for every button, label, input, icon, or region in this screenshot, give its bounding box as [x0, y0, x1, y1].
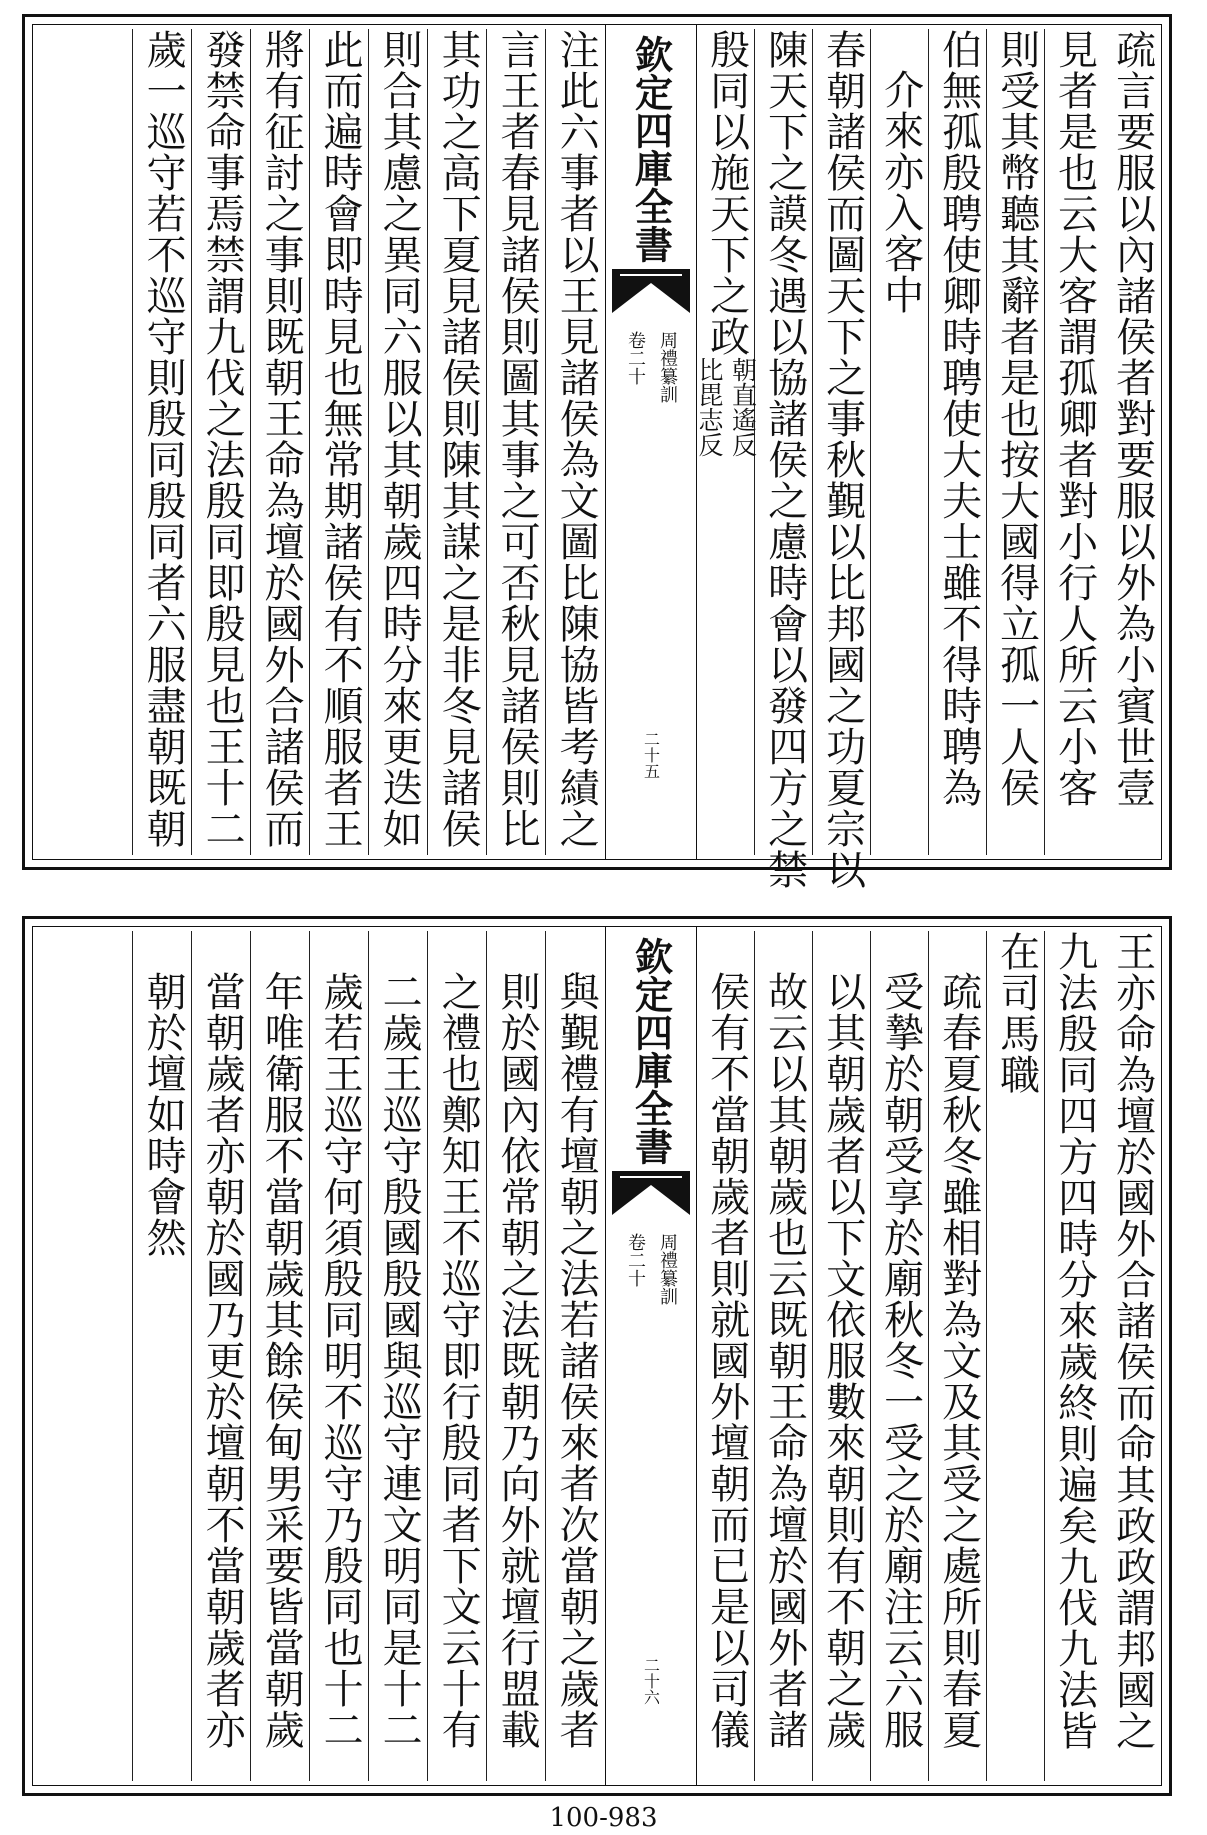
- text-column: 之禮也鄭知王不巡守即行殷同者下文云十有: [427, 931, 487, 1781]
- folio-number: 二十六: [641, 1657, 661, 1705]
- text-column: 其功之高下夏見諸侯則陳其謀之是非冬見諸侯: [427, 29, 487, 855]
- page-reference: 100-983: [549, 1803, 658, 1833]
- page-gutter: [605, 927, 697, 1785]
- top-page-frame: [32, 24, 1162, 890]
- folio-number: 二十五: [641, 731, 661, 779]
- text-column: 發禁命事焉禁謂九伐之法殷同即殷見也王十二: [191, 29, 251, 855]
- volume-number: 卷二十: [625, 1233, 646, 1287]
- text-column: 伯無孤殷聘使卿時聘使大夫士雖不得時聘為: [928, 29, 987, 855]
- text-column: 當朝歲者亦朝於國乃更於壇朝不當朝歲者亦: [191, 931, 251, 1781]
- library-title: 欽定四庫全書: [628, 937, 674, 1165]
- text-column: 在司馬職: [986, 931, 1045, 1781]
- text-column: 介來亦入客中: [870, 29, 929, 855]
- text-column: 受摯於朝受享於廟秋冬一受之於廟注云六服: [870, 931, 929, 1781]
- bottom-page-frame: [32, 926, 1162, 1786]
- library-title: 欽定四庫全書: [628, 35, 674, 263]
- text-column: 疏言要服以內諸侯者對要服以外為小賓世壹: [1109, 29, 1156, 808]
- book-title: 周禮纂訓: [657, 331, 678, 403]
- volume-number: 卷二十: [625, 331, 646, 385]
- text-column: 此而遍時會即時見也無常期諸侯有不順服者王: [309, 29, 369, 855]
- top-page: [22, 14, 1172, 890]
- book-meta: [622, 331, 680, 403]
- text-column: 九法殷同四方四時分來歲終則遍矣九伐九法皆: [1044, 931, 1103, 1781]
- fish-tail-mark-icon: [612, 269, 690, 313]
- text-column: 年唯衛服不當朝歲其餘侯甸男采要皆當朝歲: [250, 931, 310, 1781]
- text-column: 陳天下之謨冬遇以協諸侯之慮時會以發四方之禁: [754, 29, 813, 855]
- text-column: 歲若王巡守何須殷同明不巡守乃殷同也十二: [309, 931, 369, 1781]
- text-column: 故云以其朝歲也云既朝王命為壇於國外者諸: [754, 931, 813, 1781]
- text-column: 二歲王巡守殷國殷國與巡守連文明同是十二: [368, 931, 428, 1781]
- text-column: 王亦命為壇於國外合諸侯而命其政政謂邦國之: [1109, 931, 1156, 1751]
- book-title: 周禮纂訓: [657, 1233, 678, 1305]
- text-column: 侯有不當朝歲者則就國外壇朝而已是以司儀: [696, 931, 755, 1781]
- text-column: 與覲禮有壇朝之法若諸侯來者次當朝之歲者: [545, 931, 605, 1781]
- page-gutter: [605, 25, 697, 859]
- text-column: 則合其慮之異同六服以其朝歲四時分來更迭如: [368, 29, 428, 855]
- bottom-page: [22, 916, 1172, 1796]
- text-column: 注此六事者以王見諸侯為文圖比陳協皆考績之: [545, 29, 605, 855]
- text-column: 朝於壇如時會然: [132, 931, 192, 1781]
- interlinear-note: 朝直遙反 比毘志反: [695, 357, 758, 457]
- fish-tail-mark-icon: [612, 1171, 690, 1215]
- text-column: 以其朝歲者以下文依服數來朝則有不朝之歲: [812, 931, 871, 1781]
- text-column: 春朝諸侯而圖天下之事秋覲以比邦國之功夏宗以: [812, 29, 871, 855]
- text-column: 歲一巡守若不巡守則殷同殷同者六服盡朝既朝: [132, 29, 192, 855]
- text-column: 言王者春見諸侯則圖其事之可否秋見諸侯則比: [486, 29, 546, 855]
- text-column: 見者是也云大客謂孤卿者對小行人所云小客: [1044, 29, 1103, 855]
- text-column: 則受其幣聽其辭者是也按大國得立孤一人侯: [986, 29, 1045, 855]
- text-column: 則於國內依常朝之法既朝乃向外就壇行盟載: [486, 931, 546, 1781]
- text-column: 疏春夏秋冬雖相對為文及其受之處所則春夏: [928, 931, 987, 1781]
- text-column: 殷同以施天下之政 朝直遙反 比毘志反: [696, 29, 755, 855]
- text-column: 將有征討之事則既朝王命為壇於國外合諸侯而: [250, 29, 310, 855]
- book-meta: [622, 1233, 680, 1305]
